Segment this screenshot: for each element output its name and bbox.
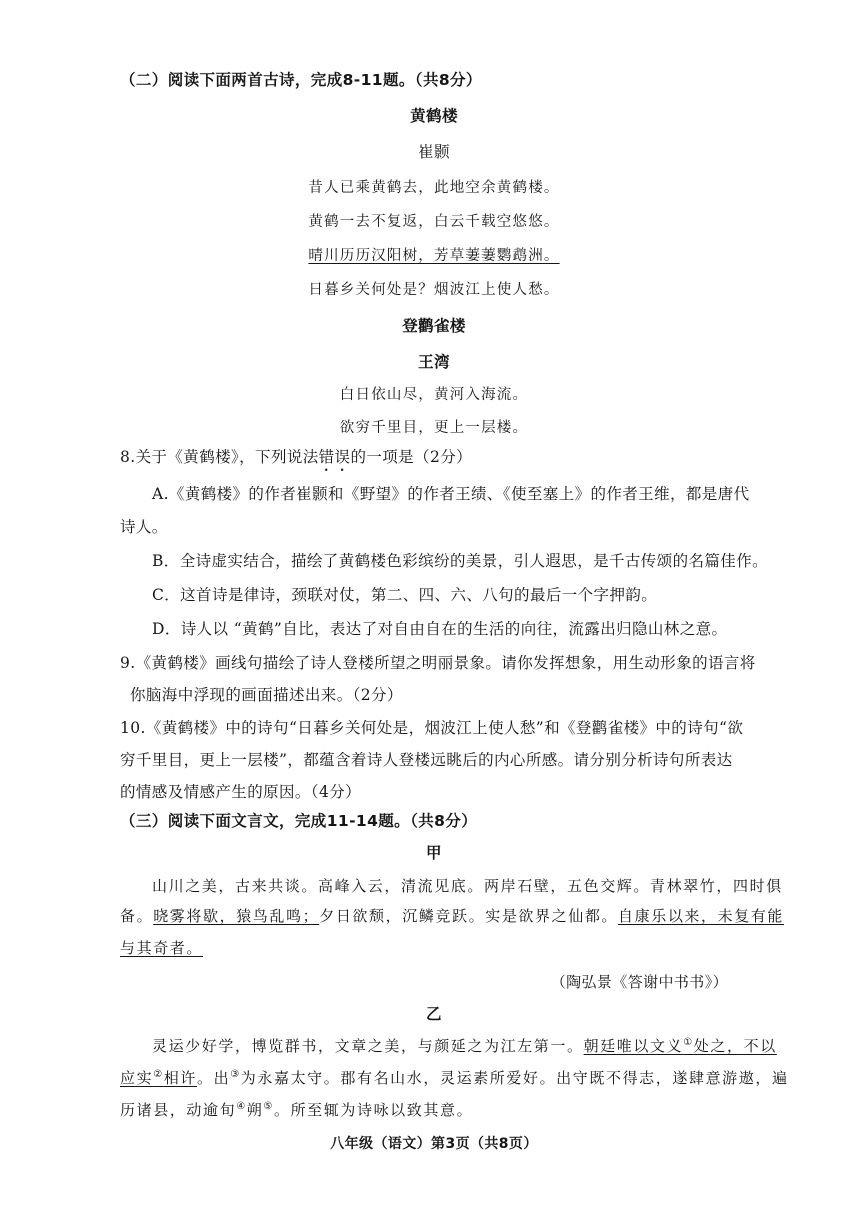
emphasis-word: 错误 <box>318 448 351 466</box>
poem-1-line-3-underlined: 晴川历历汉阳树，芳草萋萋鹦鹉洲。 <box>308 248 560 264</box>
poem-2-line-1: 白日依山尽，黄河入海流。 <box>339 387 529 403</box>
underlined-sentence: 晓雾将歇，猿鸟乱鸣； <box>153 907 320 925</box>
question-8-option-a-cont: 诗人。 <box>120 518 168 536</box>
question-9-line-1: 9.《黄鹤楼》画线句描绘了诗人登楼所望之明丽景象。请你发挥想象，用生动形象的语言将 <box>120 654 756 672</box>
passage-jia-label: 甲 <box>426 844 442 862</box>
section-2-heading: （二）阅读下面两首古诗，完成8-11题。（共8分） <box>120 71 482 89</box>
poem-1-title: 黄鹤楼 <box>410 107 458 125</box>
section-3-heading: （三）阅读下面文言文，完成11-14题。（共8分） <box>120 812 478 830</box>
question-9-line-2: 你脑海中浮现的画面描述出来。（2分） <box>130 686 403 704</box>
passage-yi-label: 乙 <box>426 1005 442 1023</box>
poem-2-title: 登鹳雀楼 <box>402 317 466 335</box>
question-8-option-a: A.《黄鹤楼》的作者崔颢和《野望》的作者王绩、《使至塞上》的作者王维，都是唐代 <box>152 485 750 503</box>
page-footer: 八年级（语文）第3页（共8页） <box>330 1136 538 1152</box>
passage-yi-line-2: 应实②相许。出③为永嘉太守。郡有名山水，灵运素所爱好。出守既不得志，遂肆意游遨，遍 <box>120 1069 789 1087</box>
question-10-line-3: 的情感及情感产生的原因。（4分） <box>120 783 362 801</box>
footnote-marker: ① <box>683 1037 694 1048</box>
poem-1-line-4: 日暮乡关何处是？烟波江上使人愁。 <box>308 282 560 298</box>
passage-jia-source: （陶弘景《答谢中书书》） <box>550 973 728 991</box>
underlined-sentence: 与其奇者。 <box>120 939 204 957</box>
underlined-sentence: 朝廷唯以文义①处之，不以 <box>583 1037 777 1055</box>
question-10-line-2: 穷千里目，更上一层楼”，都蕴含着诗人登楼远眺后的内心所感。请分别分析诗句所表达 <box>120 751 733 769</box>
passage-jia-line-1: 山川之美，古来共谈。高峰入云，清流见底。两岸石壁，五色交辉。青林翠竹，四时俱 <box>152 877 783 895</box>
question-10-line-1: 10.《黄鹤楼》中的诗句“日暮乡关何处是，烟波江上使人愁”和《登鹳雀楼》中的诗句“欲 <box>120 719 744 737</box>
footnote-marker: ④ <box>236 1101 247 1112</box>
footnote-marker: ② <box>153 1069 164 1080</box>
question-8-option-d: D．诗人以 “黄鹤”自比，表达了对自由自在的生活的向往，流露出归隐山林之意。 <box>152 620 728 638</box>
question-8-option-b: B．全诗虚实结合，描绘了黄鹤楼色彩缤纷的美景，引人遐思，是千古传颂的名篇佳作。 <box>152 552 768 570</box>
passage-yi-line-3: 历诸县，动逾旬④朔⑤。所至辄为诗咏以致其意。 <box>120 1101 474 1119</box>
poem-1-line-2: 黄鹤一去不复返，白云千载空悠悠。 <box>308 214 560 230</box>
footnote-marker: ⑤ <box>263 1101 274 1112</box>
question-8-option-c: C．这首诗是律诗，颈联对仗，第二、四、六、八句的最后一个字押韵。 <box>152 586 658 604</box>
passage-jia-line-2: 备。晓雾将歇，猿鸟乱鸣；夕日欲颓，沉鳞竞跃。实是欲界之仙都。自康乐以来，未复有能 <box>120 907 785 925</box>
poem-2-line-2: 欲穷千里目，更上一层楼。 <box>339 420 529 436</box>
poem-2-author: 王湾 <box>418 353 450 371</box>
underlined-sentence: 应实②相许 <box>120 1069 197 1087</box>
footnote-marker: ③ <box>230 1069 241 1080</box>
poem-1-author: 崔颢 <box>418 143 450 161</box>
question-8-stem: 8.关于《黄鹤楼》，下列说法错误的一项是（2分） <box>120 448 473 466</box>
poem-1-line-1: 昔人已乘黄鹤去，此地空余黄鹤楼。 <box>308 180 560 196</box>
underlined-sentence: 自康乐以来，未复有能 <box>618 907 785 925</box>
passage-yi-line-1: 灵运少好学，博览群书，文章之美，与颜延之为江左第一。朝廷唯以文义①处之，不以 <box>152 1037 777 1055</box>
passage-jia-line-3 <box>120 937 203 958</box>
